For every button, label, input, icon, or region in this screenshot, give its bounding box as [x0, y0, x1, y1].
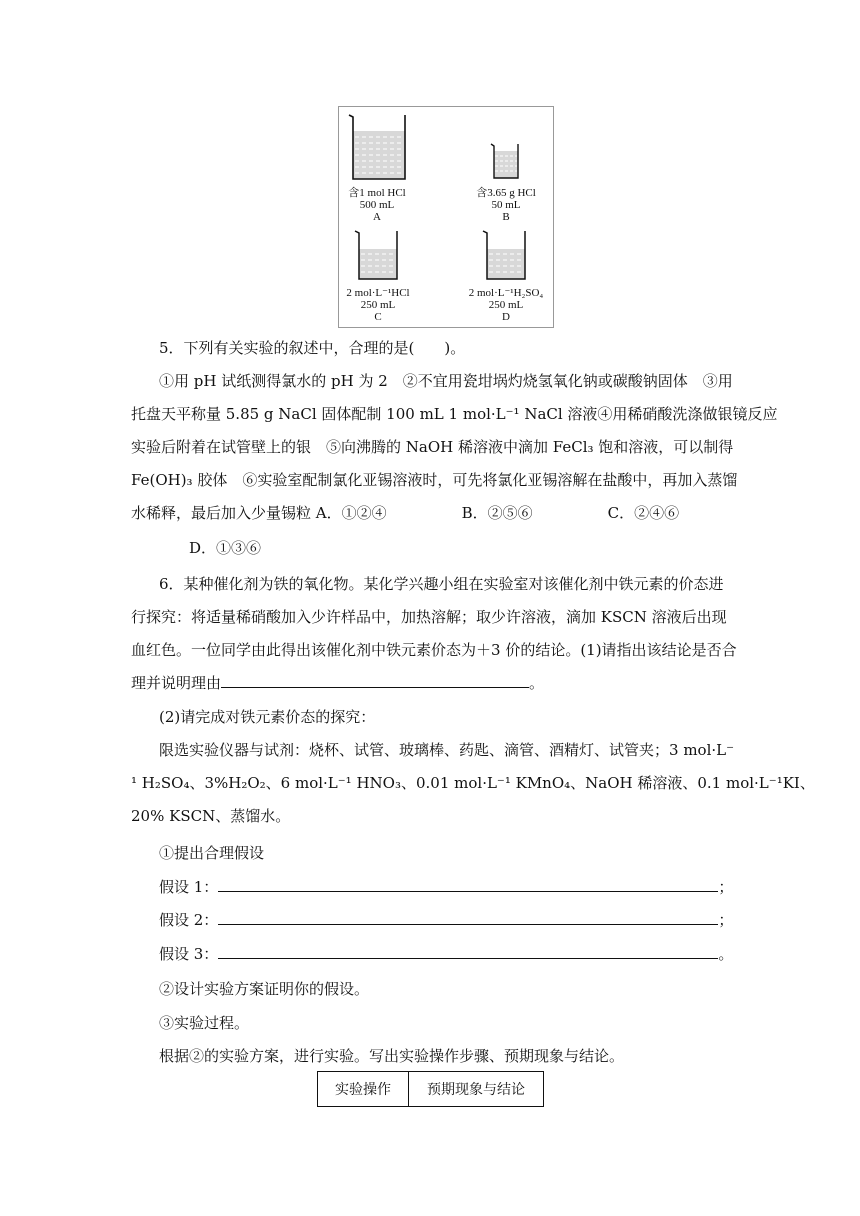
q6-step2: ②设计实验方案证明你的假设。 — [159, 980, 370, 998]
q5-line: Fe(OH)₃ 胶体 ⑥实验室配制氯化亚锡溶液时，可先将氯化亚锡溶解在盐酸中，再加入蒸馏 — [131, 471, 738, 489]
beaker-d-caption: 2 mol·L⁻¹H₂SO₄ 250 mL D — [468, 287, 544, 323]
q5-line: 实验后附着在试管壁上的银 ⑤向沸腾的 NaOH 稀溶液中滴加 FeCl₃ 饱和溶液，可以制得 — [131, 438, 734, 456]
beaker-c-caption: 2 mol·L⁻¹HCl 250 mL C — [346, 287, 410, 323]
hypothesis-1-blank[interactable] — [218, 877, 718, 892]
table-header-result: 预期现象与结论 — [409, 1072, 544, 1107]
q6-reagents: ¹ H₂SO₄、3%H₂O₂、6 mol·L⁻¹ HNO₃、0.01 mol·L⁻¹ KMnO₄、NaOH 稀溶液、0.1 mol·L⁻¹KI、 — [131, 774, 815, 792]
q5-line: 托盘天平称量 5.85 g NaCl 固体配制 100 mL 1 mol·L⁻¹ NaCl 溶液④用稀硝酸洗涤做银镜反应 — [131, 405, 778, 423]
q6-step3: ③实验过程。 — [159, 1014, 250, 1032]
q6-line: 血红色。一位同学由此得出该催化剂中铁元素价态为＋3 价的结论。(1)请指出该结论是否合 — [131, 641, 737, 659]
beaker-c — [353, 227, 403, 283]
q6-instruction: 根据②的实验方案，进行实验。写出实验操作步骤、预期现象与结论。 — [159, 1047, 625, 1065]
hypothesis-3-blank[interactable] — [218, 944, 718, 959]
experiment-table — [317, 1071, 544, 1107]
q5-line: ①用 pH 试纸测得氯水的 pH 为 2 ②不宜用瓷坩埚灼烧氢氧化钠或碳酸钠固体 ③用 — [159, 372, 733, 390]
table-header-operation: 实验操作 — [318, 1072, 409, 1107]
hypothesis-2-blank[interactable] — [218, 910, 718, 925]
q5-stem: 5．下列有关实验的叙述中，合理的是( )。 — [159, 339, 466, 357]
q6-step1: ①提出合理假设 — [159, 844, 265, 862]
q6-reagents: 限选实验仪器与试剂：烧杯、试管、玻璃棒、药匙、滴管、酒精灯、试管夹；3 mol·L⁻ — [159, 741, 735, 759]
q5-option-d: D．①③⑥ — [189, 539, 262, 557]
answer-blank[interactable] — [221, 673, 529, 688]
q6-line: 理并说明理由 。 — [131, 674, 545, 692]
table-row — [318, 1072, 544, 1107]
beaker-b — [489, 141, 523, 181]
q6-reagents: 20% KSCN、蒸馏水。 — [131, 807, 291, 825]
q6-part2: (2)请完成对铁元素价态的探究： — [159, 708, 376, 726]
beaker-d — [481, 227, 531, 283]
hypothesis-2: 假设 2： ； — [159, 911, 734, 929]
q6-line: 6．某种催化剂为铁的氧化物。某化学兴趣小组在实验室对该催化剂中铁元素的价态进 — [159, 575, 724, 593]
beaker-b-caption: 含3.65 g HCl 50 mL B — [476, 187, 536, 223]
beaker-a — [347, 111, 411, 183]
beaker-a-caption: 含1 mol HCl 500 mL A — [348, 187, 406, 223]
q5-line: 水稀释，最后加入少量锡粒 A．①②④ B．②⑤⑥ C．②④⑥ — [131, 504, 680, 522]
beaker-figure — [338, 106, 554, 328]
q6-line: 行探究：将适量稀硝酸加入少许样品中，加热溶解；取少许溶液，滴加 KSCN 溶液后出现 — [131, 608, 727, 626]
hypothesis-3: 假设 3： 。 — [159, 945, 734, 963]
hypothesis-1: 假设 1： ； — [159, 878, 734, 896]
